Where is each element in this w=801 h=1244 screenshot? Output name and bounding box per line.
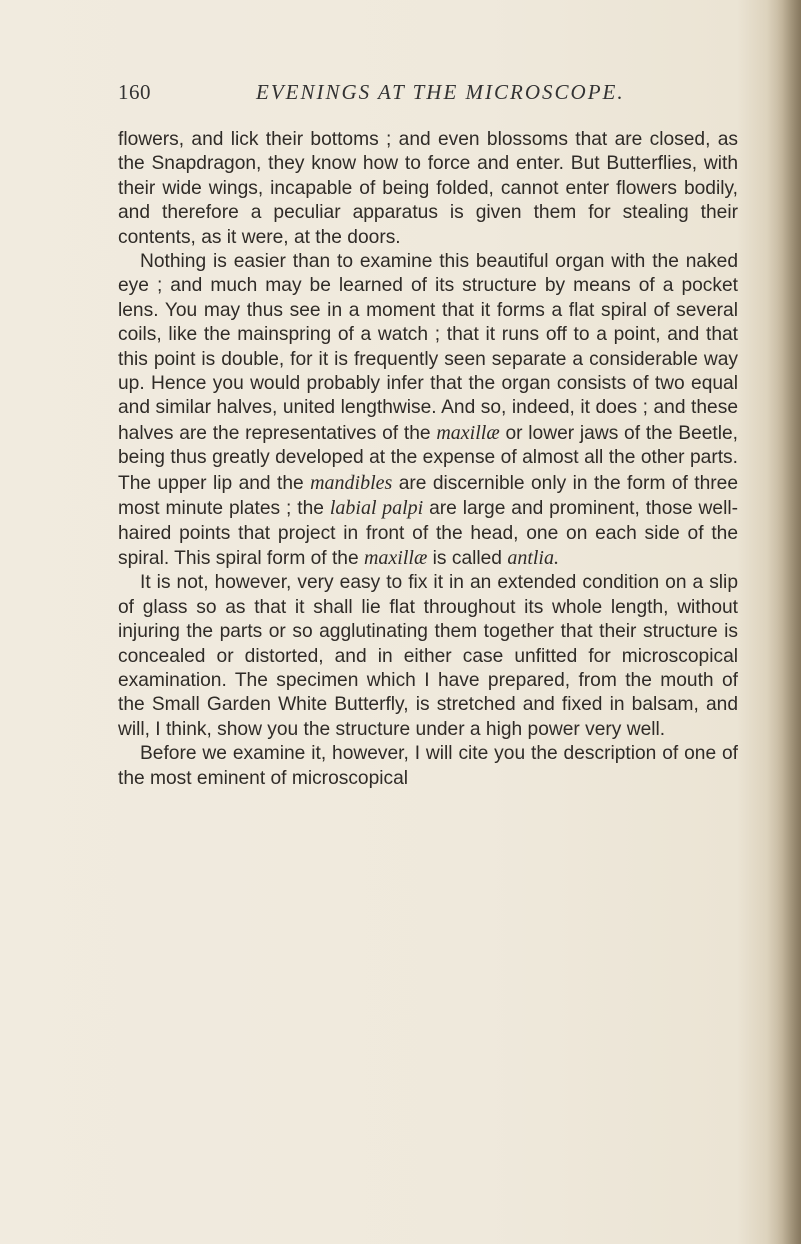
running-head: [118, 80, 758, 110]
text-run: are discernible only in the form of three most minute plates ; the: [118, 472, 738, 520]
body-text: [118, 128, 738, 791]
running-title: EVENINGS AT THE MICROSCOPE.: [256, 80, 625, 104]
paragraph-proboscis: [118, 250, 738, 571]
page-number: 160: [118, 80, 151, 104]
term-maxillae: maxillæ: [363, 546, 428, 569]
text-run: Nothing is easier than to examine this beautiful organ with the naked eye ; and much may be learned of its structure by means of a pocket lens. You may thus see in a moment that it forms a flat spiral of several coils, like the mainspring of a watch ; that it runs off to a point, and that this point is double, for it is frequently seen separate a considerable way up. Hence you would probably infer that the organ consists of two equal and similar halves, united lengthwise. And so, indeed, it does ; and these halves are the representatives of the: [118, 251, 738, 444]
text-run: or lower jaws of the Beetle, being thus greatly developed at the expense of almost all the other parts. The upper lip and the: [118, 422, 738, 494]
term-mandibles: mandibles: [310, 471, 393, 494]
spine-shadow: [767, 0, 801, 1244]
term-labial-palpi: labial palpi: [329, 497, 424, 520]
paragraph-specimen: It is not, however, very easy to fix it in an extended condition on a slip of glass so as that it shall lie flat throughout its whole length, without injuring the parts or so agglutinating them together that their structure is concealed or distorted, and in either case unfitted for microscopical examination. The specimen which I have prepared, from the mouth of the Small Garden White Butterfly, is stretched and fixed in balsam, and will, I think, show you the structure under a high power very well.: [118, 572, 738, 740]
term-antlia: antlia.: [507, 546, 559, 569]
text-run: is called: [427, 547, 508, 569]
paragraph-continued: flowers, and lick their bottoms ; and even blossoms that are closed, as the Snapdragon, they know how to force and enter. But Butterflies, with their wide wings, incapable of being folded, cannot enter flowers bodily, and therefore a peculiar apparatus is given them for stealing their contents, as it were, at the doors.: [118, 129, 738, 248]
term-maxillae: maxillæ: [436, 421, 500, 444]
text-run: are large and prominent, those well-haired points that project in front of the head, one on each side of the spiral. This spiral form of the: [118, 498, 739, 569]
paragraph-description: Before we examine it, however, I will cite you the description of one of the most eminent of microscopical: [118, 743, 738, 789]
